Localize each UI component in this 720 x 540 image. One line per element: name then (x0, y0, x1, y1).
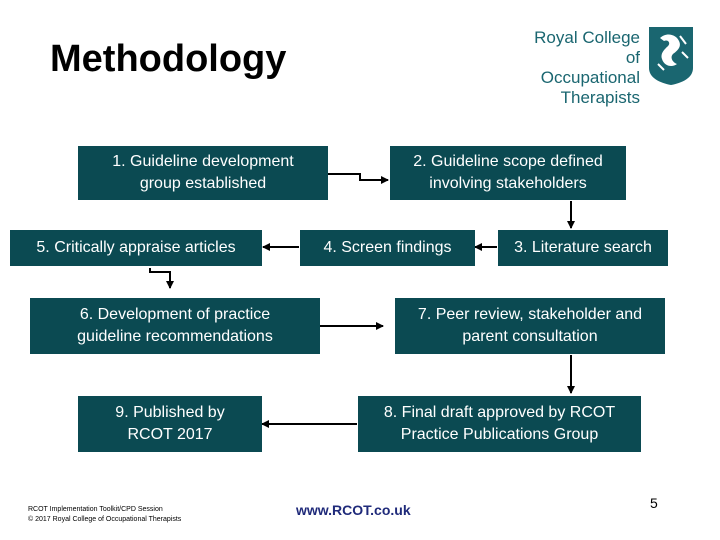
logo-line-2: Occupational (540, 68, 640, 87)
step-8-label: 8. Final draft approved by RCOT Practice Publications Group (383, 404, 616, 443)
logo-line-3: Therapists (560, 88, 640, 107)
step-9-label: 9. Published by RCOT 2017 (115, 404, 225, 443)
footer-credit (28, 505, 181, 525)
step-2-box (390, 146, 626, 200)
step-3-box (498, 230, 668, 266)
footer-line-2: © 2017 Royal College of Occupational Therapists (28, 516, 182, 523)
step-1-label: 1. Guideline development group established (112, 153, 294, 192)
footer-url-link[interactable]: www.RCOT.co.uk (296, 502, 411, 518)
step-5-label: 5. Critically appraise articles (36, 239, 236, 256)
step-4-box (300, 230, 475, 266)
step-2-label: 2. Guideline scope defined involving stakeholders (413, 153, 603, 192)
step-9-box (78, 396, 262, 452)
step-4-label: 4. Screen findings (323, 239, 452, 256)
footer-line-1: RCOT Implementation Toolkit/CPD Session (28, 506, 163, 513)
slide-title: Methodology (50, 38, 287, 80)
arrow-5-to-6 (150, 268, 170, 288)
step-7-label: 7. Peer review, stakeholder and parent consultation (417, 306, 643, 345)
step-5-box (10, 230, 262, 266)
logo-line-1: Royal College of (534, 28, 640, 67)
step-7-box (395, 298, 665, 354)
step-6-label: 6. Development of practice guideline recommendations (77, 306, 273, 345)
step-6-box (30, 298, 320, 354)
step-3-label: 3. Literature search (514, 239, 652, 256)
page-number: 5 (650, 495, 658, 511)
step-8-box (358, 396, 641, 452)
step-1-box (78, 146, 328, 200)
arrow-1-to-2 (328, 174, 388, 180)
